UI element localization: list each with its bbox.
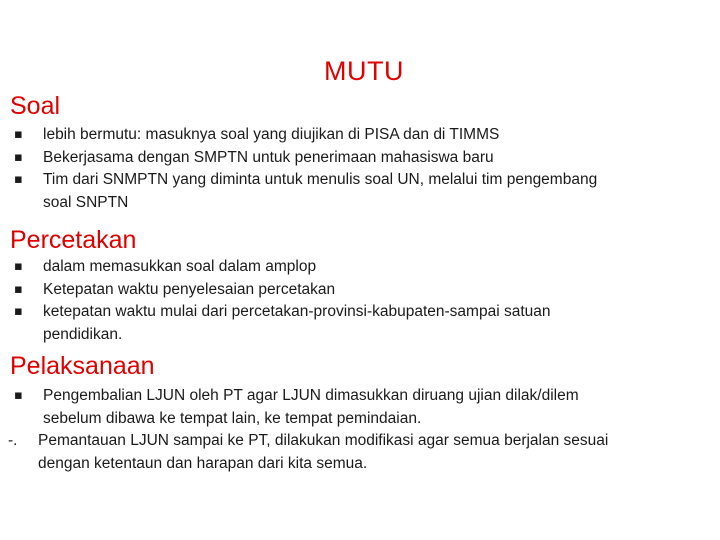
list-item-text: Pemantauan LJUN sampai ke PT, dilakukan modifikasi agar semua berjalan sesuai [38,432,609,449]
list-item-text: Ketepatan waktu penyelesaian percetakan [43,280,336,298]
square-bullet-icon: ▪ [14,149,23,165]
list-item-text: Pengembalian LJUN oleh PT agar LJUN dimasukkan diruang ujian dilak/dilem [43,387,579,404]
list-item [14,169,714,214]
square-bullet-icon: ▪ [14,304,23,319]
list-item [14,385,714,430]
list-item [8,430,714,475]
list-item-text-continued: soal SNPTN [43,193,129,211]
slide-title: MUTU [324,56,404,86]
section-heading-percetakan: Percetakan [10,226,137,254]
square-bullet-icon: ▪ [14,259,23,274]
square-bullet-icon: ▪ [14,388,23,403]
list-item-text-continued: dengan ketentaun dan harapan dari kita semua. [38,454,368,472]
section-heading-soal: Soal [10,92,61,120]
section-heading-pelaksanaan: Pelaksanaan [10,352,155,380]
list-item [14,256,714,279]
square-bullet-icon: ▪ [14,127,23,142]
list-item-text: lebih bermutu: masuknya soal yang diujikan di PISA dan di TIMMS [43,126,500,143]
dash-bullet-marker: -. [8,432,18,449]
list-item-text: dalam memasukkan soal dalam amplop [43,258,317,275]
square-bullet-icon: ▪ [14,172,23,187]
list-item [14,301,714,346]
list-item [14,124,714,147]
list-item-text-continued: sebelum dibawa ke tempat lain, ke tempat pemindaian. [43,409,422,427]
list-item [14,279,714,302]
list-item [14,147,714,170]
section-list-percetakan [14,256,714,346]
section-list-soal [14,124,714,214]
list-item-text: ketepatan waktu mulai dari percetakan-provinsi-kabupaten-sampai satuan [43,303,551,320]
list-item-text: Bekerjasama dengan SMPTN untuk penerimaan mahasiswa baru [43,148,494,166]
list-item-text-continued: pendidikan. [43,325,123,343]
section-list-pelaksanaan [8,385,714,475]
list-item-text: Tim dari SNMPTN yang diminta untuk menulis soal UN, melalui tim pengembang [43,171,598,188]
square-bullet-icon: ▪ [14,281,23,297]
